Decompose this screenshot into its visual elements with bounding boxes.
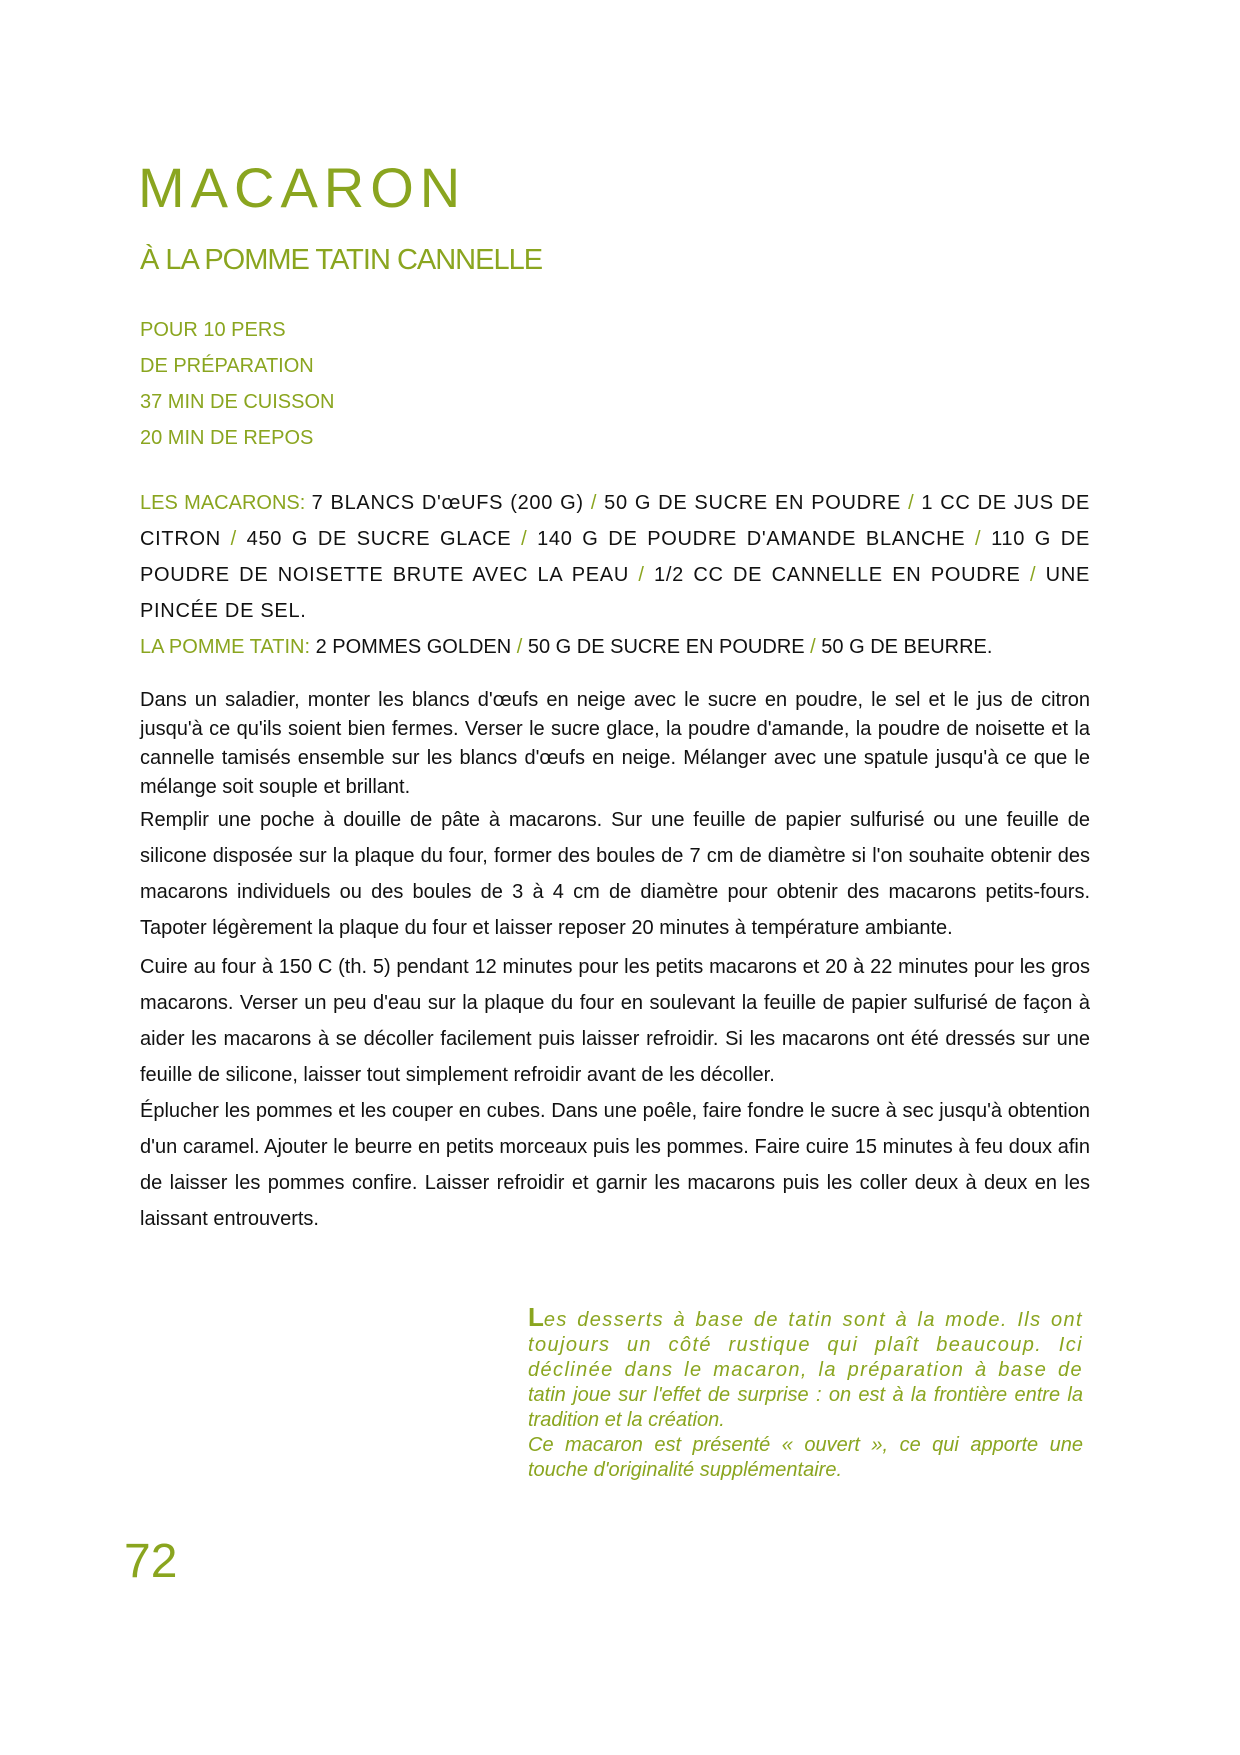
recipe-title: MACARON xyxy=(138,156,467,219)
meta-preparation: DE PRÉPARATION xyxy=(140,355,314,377)
step-paragraph: Cuire au four à 150 C (th. 5) pendant 12 minutes pour les petits macarons et 20 à 22 minutes pour les gros macarons. Verser un peu d'eau sur la plaque du four en soulevant la feuille de papier sulfurisé de façon à aider les macarons à se décoller facilement puis laisser refroidir. Si les macarons ont été dressés sur une feuille de silicone, laisser tout simplement refroidir avant de les décoller. xyxy=(140,956,1090,1086)
ingredient-item: 50 G DE BEURRE. xyxy=(821,636,993,658)
recipe-subtitle: À LA POMME TATIN CANNELLE xyxy=(140,244,543,276)
chef-note xyxy=(528,1302,1083,1483)
meta-cooking: 37 MIN DE CUISSON xyxy=(140,391,335,413)
page-number: 72 xyxy=(124,1535,178,1588)
tatin-label: LA POMME TATIN: xyxy=(140,636,311,658)
meta-rest: 20 MIN DE REPOS xyxy=(140,427,314,449)
note-paragraph xyxy=(528,1302,1083,1433)
note-second-paragraph: Ce macaron est présenté « ouvert », ce qui apporte une touche d'originalité supplémentaire. xyxy=(528,1434,1083,1481)
ingredient-item: 1/2 CC DE CANNELLE EN POUDRE xyxy=(654,564,1021,586)
macarons-label: LES MACARONS: xyxy=(140,492,306,514)
macarons-ingredients xyxy=(140,485,1090,629)
tatin-ingredients xyxy=(140,629,1090,665)
step-paragraph: Dans un saladier, monter les blancs d'œufs en neige avec le sucre en poudre, le sel et le jus de citron jusqu'à ce qu'ils soient bien fermes. Verser le sucre glace, la poudre d'amande, la poudre de noisette et la cannelle tamisés ensemble sur les blancs d'œufs en neige. Mélanger avec une spatule jusqu'à ce que le mélange soit souple et brillant. xyxy=(140,689,1090,798)
recipe-steps xyxy=(140,686,1090,1237)
ingredient-separator: / xyxy=(804,636,822,658)
ingredient-separator: / xyxy=(583,492,605,514)
ingredient-item: 50 G DE SUCRE EN POUDRE xyxy=(604,492,902,514)
ingredient-separator: / xyxy=(965,528,992,550)
ingredient-item: 140 G DE POUDRE D'AMANDE BLANCHE xyxy=(537,528,966,550)
note-rest: tatin joue sur l'effet de surprise : on est à la frontière entre la tradition et la création. xyxy=(528,1384,1083,1431)
step-paragraph: Éplucher les pommes et les couper en cubes. Dans une poêle, faire fondre le sucre à sec jusqu'à obtention d'un caramel. Ajouter le beurre en petits morceaux puis les pommes. Faire cuire 15 minutes à feu doux afin de laisser les pommes confire. Laisser refroidir et garnir les macarons puis les coller deux à deux en les laissant entrouverts. xyxy=(140,1100,1090,1230)
tatin-list xyxy=(316,636,993,658)
ingredient-separator: / xyxy=(511,528,538,550)
ingredient-item: 110 G DE POUDRE DE NOISETTE BRUTE AVEC LA PEAU xyxy=(140,528,1090,586)
note-dropcap: L xyxy=(528,1302,544,1332)
ingredient-item: 2 POMMES GOLDEN xyxy=(315,636,512,658)
ingredient-item: 450 G DE SUCRE GLACE xyxy=(246,528,512,550)
ingredient-separator: / xyxy=(1020,564,1046,586)
ingredient-separator: / xyxy=(628,564,655,586)
ingredients-section xyxy=(140,485,1090,665)
meta-servings: POUR 10 PERS xyxy=(140,319,286,341)
ingredient-item: 1 CC DE JUS DE CITRON xyxy=(140,492,1091,550)
ingredient-item: 50 G DE SUCRE EN POUDRE xyxy=(527,636,805,658)
ingredient-separator: / xyxy=(220,528,247,550)
note-first-line: es desserts à base de tatin sont à la mode. Ils ont toujours un côté rustique qui plaît beaucoup. Ici déclinée dans le macaron, la préparation à base de xyxy=(528,1309,1083,1381)
ingredient-separator: / xyxy=(511,636,528,658)
recipe-meta xyxy=(140,312,334,456)
ingredient-item: 7 BLANCS D'œUFS (200 G) xyxy=(311,492,584,514)
ingredient-separator: / xyxy=(901,492,922,514)
step-paragraph: Remplir une poche à douille de pâte à macarons. Sur une feuille de papier sulfurisé ou une feuille de silicone disposée sur la plaque du four, former des boules de 7 cm de diamètre si l'on souhaite obtenir des macarons individuels ou des boules de 3 à 4 cm de diamètre pour obtenir des macarons petits-fours. Tapoter légèrement la plaque du four et laisser reposer 20 minutes à température ambiante. xyxy=(140,809,1090,939)
ingredient-item: UNE PINCÉE DE SEL. xyxy=(140,564,1090,622)
